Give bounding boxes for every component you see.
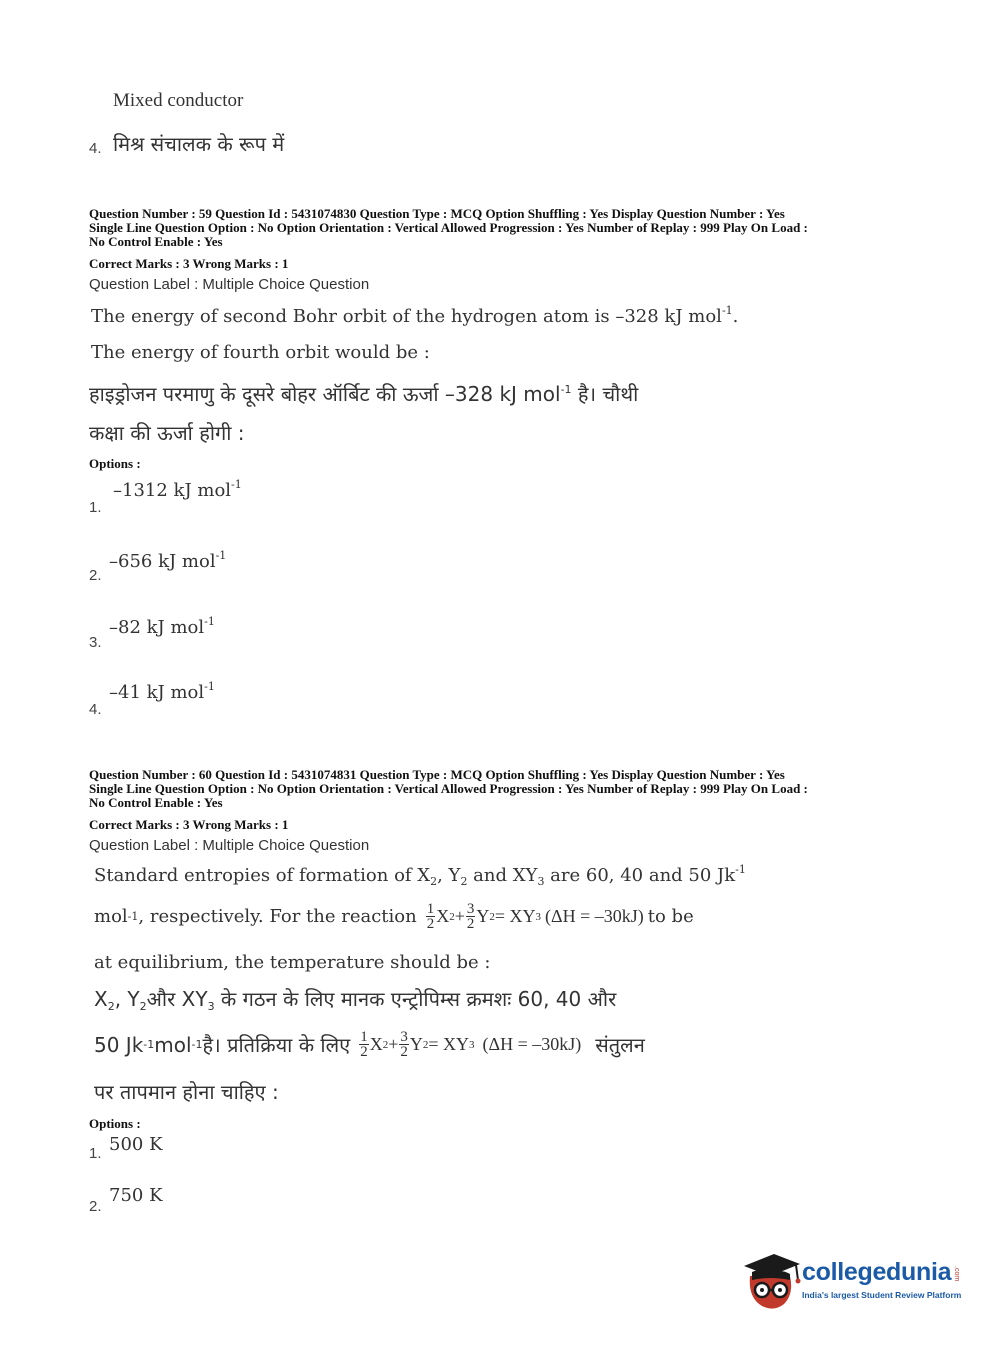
q59-option-3-sup: -1 [204, 615, 215, 628]
frac-den: 2 [426, 916, 435, 932]
q60-meta-line3: No Control Enable : Yes [89, 795, 223, 810]
q59-option-3-number: 3. [89, 634, 102, 651]
q60-question-label: Question Label : Multiple Choice Question [89, 837, 370, 854]
q59-text-line1-end: . [732, 306, 739, 327]
frac-half [426, 902, 436, 931]
q59-text-line2: The energy of fourth orbit would be : [91, 342, 430, 363]
q60-option-2-value: 750 K [109, 1185, 163, 1206]
q59-option-2-number: 2. [89, 567, 102, 584]
q60-hindi-line2: 50 Jk -1 mol -1 है। प्रतिक्रिया के लिए $\frac{1}{2}$ X 2 + $\frac{3}{2}$ Y 2 = XY 3 (ΔH = –30kJ) संतुलन [94, 1029, 645, 1060]
q60-h2-a: 50 Jk [94, 1032, 144, 1057]
q59-option-1-value: –1312 kJ mol [113, 480, 232, 501]
q60-meta-line2: Single Line Question Option : No Option Orientation : Vertical Allowed Progression : Yes Number of Replay : 999 Play On Load : [89, 781, 808, 796]
frac-num: 1 [426, 901, 435, 917]
q59-hindi-line1-a: हाइड्रोजन परमाणु के दूसरे बोहर ऑर्बिट की ऊर्जा –328 kJ mol [89, 382, 561, 406]
frac-three-halves [466, 902, 476, 931]
eq-plus: + [388, 1034, 399, 1054]
q60-h1-sub1: 2 [107, 1000, 115, 1013]
brand-tagline: India's largest Student Review Platform [802, 1290, 962, 1300]
q60-t1-a: Standard entropies of formation of X [94, 865, 431, 886]
q59-meta-line2: Single Line Question Option : No Option Orientation : Vertical Allowed Progression : Yes Number of Replay : 999 Play On Load : [89, 220, 808, 235]
frac-three-halves [399, 1030, 409, 1059]
brand-trademark: .com [953, 1266, 960, 1282]
q59-hindi-line1-sup: -1 [560, 383, 572, 396]
q59-meta-line1: Question Number : 59 Question Id : 5431074830 Question Type : MCQ Option Shuffling : Yes Display Question Number : Yes [89, 206, 785, 221]
eq-delta-h: (ΔH = –30kJ) [545, 906, 644, 926]
q60-h1-sub2: 2 [139, 1000, 147, 1013]
q60-t2-c: to be [647, 906, 694, 927]
q60-t1-b: , Y [437, 865, 461, 886]
brand-name: collegedunia [802, 1258, 952, 1286]
q59-hindi-line1 [89, 380, 638, 407]
q60-t1-sub3: 3 [537, 875, 545, 888]
frac-num: 1 [360, 1029, 368, 1045]
eq-delta-h: (ΔH = –30kJ) [482, 1034, 582, 1054]
q60-reaction-equation: $\frac{1}{2}$ X 2 + $\frac{3}{2}$ Y 2 = XY 3 (ΔH = –30kJ) [426, 901, 644, 932]
eq-plus: + [454, 906, 465, 926]
frac-num: 3 [400, 1029, 408, 1045]
q60-h1-sub3: 3 [207, 1000, 215, 1013]
q59-option-1-sup: -1 [231, 478, 242, 491]
q60-h2-d: संतुलन [595, 1033, 645, 1057]
q59-text-line1-main: The energy of second Bohr orbit of the hydrogen atom is –328 kJ mol [91, 306, 722, 327]
q59-option-2-value: –656 kJ mol [109, 551, 216, 572]
q59-hindi-line1-b: है। चौथी [571, 382, 639, 406]
mascot-icon [740, 1250, 802, 1312]
q60-hindi-reaction-equation: $\frac{1}{2}$ X 2 + $\frac{3}{2}$ Y 2 = XY 3 (ΔH = –30kJ) [360, 1029, 582, 1060]
q60-h1-a: X [94, 987, 108, 1011]
q60-h2-b: mol [154, 1032, 192, 1057]
q60-h2-c: है। प्रतिक्रिया के लिए [202, 1033, 351, 1057]
prev-option-number: 4. [89, 140, 102, 157]
q60-h1-c: और XY [146, 987, 208, 1011]
q59-option-3-value: –82 kJ mol [109, 617, 205, 638]
q59-marks: Correct Marks : 3 Wrong Marks : 1 [89, 256, 289, 271]
eq-x: X [369, 1034, 383, 1054]
q60-option-2-number: 2. [89, 1198, 102, 1215]
q60-t2-b: , respectively. For the reaction [138, 906, 417, 927]
q60-options-label: Options : [89, 1116, 141, 1131]
eq-xy: = XY [428, 1034, 470, 1054]
q60-text-line3: at equilibrium, the temperature should be : [94, 952, 491, 973]
q60-t1-sub2: 2 [460, 875, 468, 888]
q60-option-1-value: 500 K [109, 1134, 163, 1155]
q59-option-4-value: –41 kJ mol [109, 682, 205, 703]
q60-text-line2: mol -1 , respectively. For the reaction $\frac{1}{2}$ X 2 + $\frac{3}{2}$ Y 2 = XY 3 (ΔH = –30kJ) to be [94, 901, 694, 932]
eq-x: X [436, 906, 450, 926]
q59-option-2-sup: -1 [215, 549, 227, 562]
eq-xy: = XY [494, 906, 536, 926]
q60-hindi-line1 [94, 985, 616, 1012]
q60-meta-line1: Question Number : 60 Question Id : 5431074831 Question Type : MCQ Option Shuffling : Yes Display Question Number : Yes [89, 767, 785, 782]
q60-text-line1 [94, 865, 746, 886]
q60-marks: Correct Marks : 3 Wrong Marks : 1 [89, 817, 289, 832]
q59-meta-line3: No Control Enable : Yes [89, 234, 223, 249]
q60-t1-c: and XY [467, 865, 538, 886]
q60-t1-sub1: 2 [430, 875, 438, 888]
eq-y: Y [409, 1034, 423, 1054]
frac-den: 2 [400, 1044, 408, 1060]
q60-t1-d: are 60, 40 and 50 Jk [544, 865, 736, 886]
q60-t1-sup: -1 [735, 863, 746, 876]
frac-num: 3 [466, 901, 475, 917]
q59-text-line1-sup: -1 [721, 304, 733, 317]
q60-hindi-line3: पर तापमान होना चाहिए : [94, 1080, 279, 1104]
q60-t2-mol: mol [94, 906, 128, 927]
frac-den: 2 [466, 916, 475, 932]
q59-hindi-line2: कक्षा की ऊर्जा होगी : [89, 421, 245, 445]
q59-option-4-number: 4. [89, 701, 102, 718]
prev-option-english: Mixed conductor [113, 90, 244, 111]
q60-h1-b: , Y [114, 987, 140, 1011]
frac-half [359, 1030, 369, 1059]
frac-den: 2 [360, 1044, 368, 1060]
q59-text-line1 [91, 306, 738, 327]
collegedunia-logo[interactable] [740, 1248, 970, 1318]
q60-h1-d: के गठन के लिए मानक एन्ट्रोपिम्स क्रमशः 60, 40 और [214, 987, 617, 1011]
q60-option-1-number: 1. [89, 1145, 102, 1162]
q59-option-1-number: 1. [89, 499, 102, 516]
q59-option-4-sup: -1 [204, 680, 215, 693]
q59-question-label: Question Label : Multiple Choice Question [89, 276, 370, 293]
q59-options-label: Options : [89, 456, 141, 471]
prev-option-hindi: मिश्र संचालक के रूप में [113, 132, 285, 156]
eq-y: Y [476, 906, 490, 926]
